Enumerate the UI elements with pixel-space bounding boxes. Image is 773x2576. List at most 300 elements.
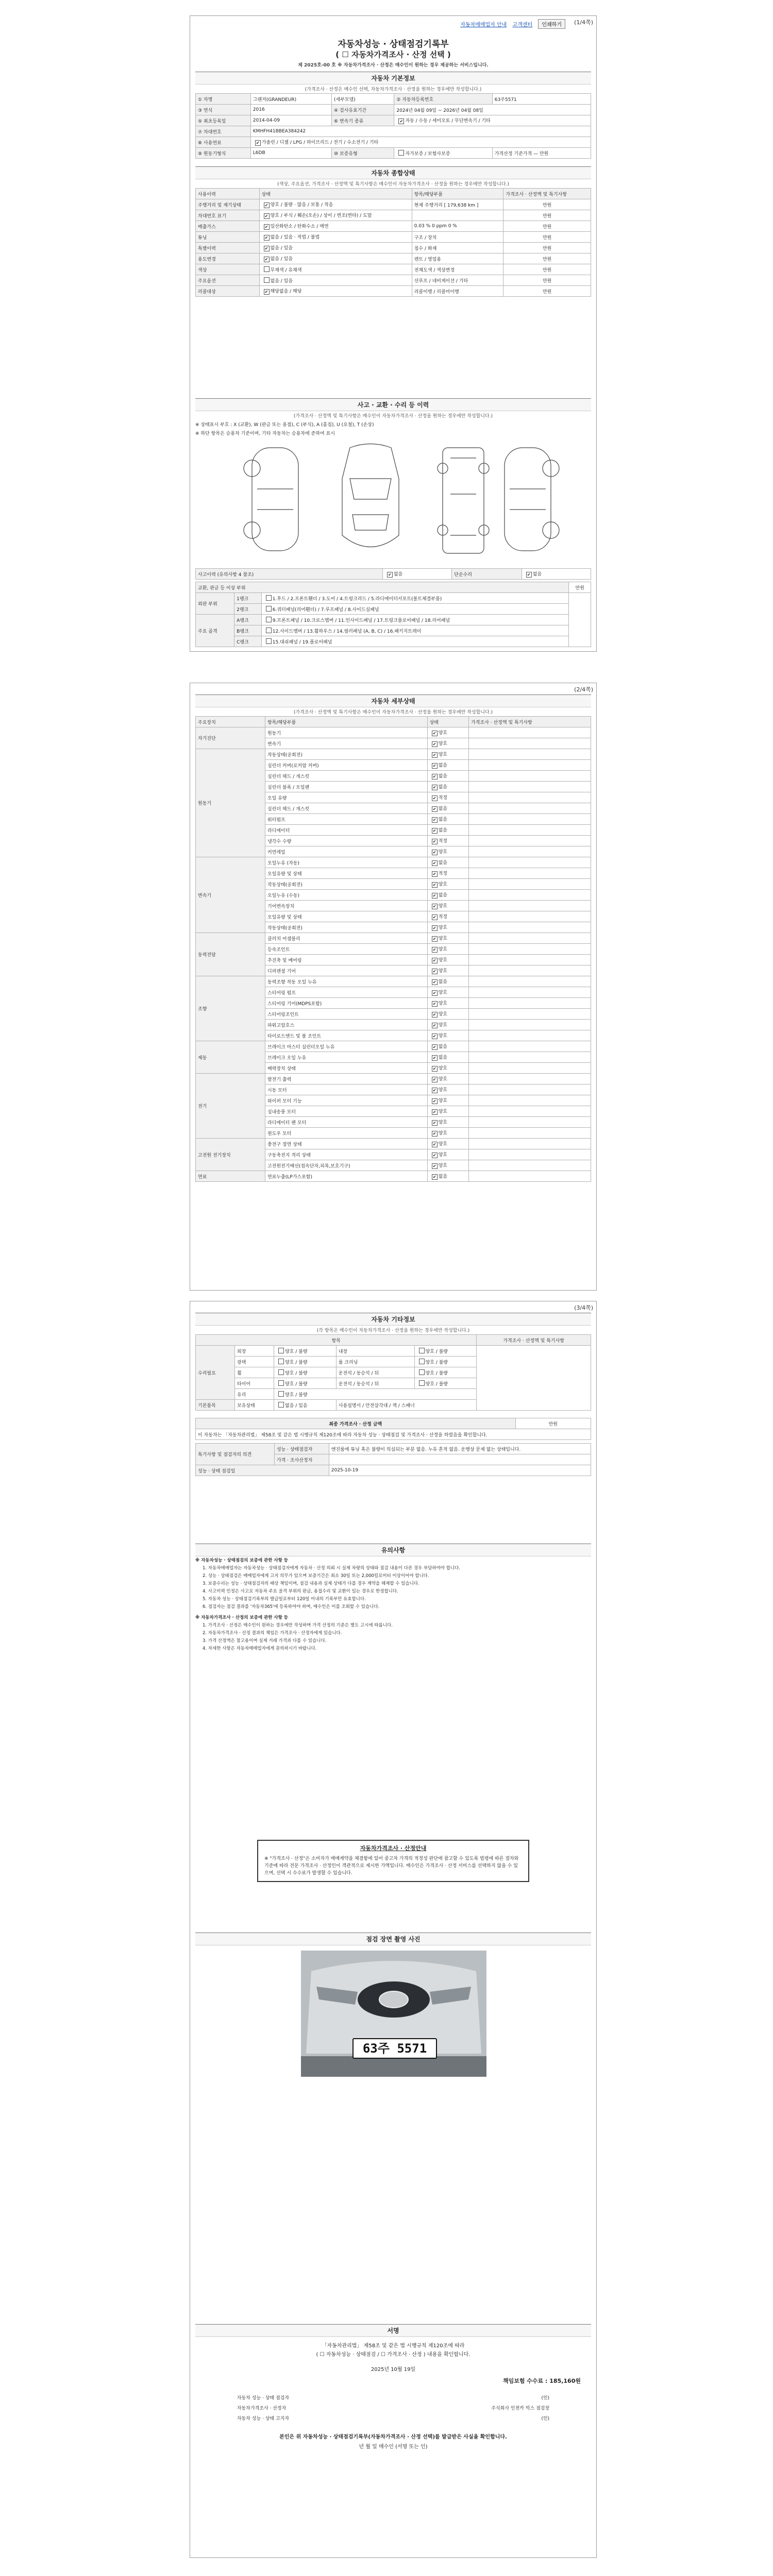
column-header: 가격조사 · 산정액 및 특기사항 xyxy=(469,717,591,727)
table-row xyxy=(196,210,591,221)
row-state xyxy=(259,232,412,243)
checkbox-icon[interactable] xyxy=(432,958,438,963)
basic-info-header: 자동차 기본정보 xyxy=(195,72,591,84)
row-detail: 0.03 % 0 ppm 0 % xyxy=(412,221,503,232)
signatory-label: 자동차 성능 · 상태 점검자 xyxy=(237,2395,290,2401)
part-state-text: 양호 xyxy=(438,947,447,952)
column-header: 상태 xyxy=(259,189,412,199)
checkbox-icon[interactable] xyxy=(432,1120,438,1126)
row-price: 만원 xyxy=(503,286,591,297)
part-state xyxy=(427,890,469,901)
device-group-label: 연료 xyxy=(196,1171,265,1182)
fuel-options: 가솔린 / 디젤 / LPG / 하이브리드 / 전기 / 수소전기 / 기타 xyxy=(261,140,379,145)
checkbox-icon[interactable] xyxy=(432,925,438,931)
part-state-text: 없음 xyxy=(438,785,447,790)
row-state xyxy=(274,1346,337,1357)
part-state-text: 양호 xyxy=(438,1109,447,1114)
part-price xyxy=(469,814,591,825)
year-value: 2016 xyxy=(250,105,331,115)
row-detail: 전체도색 / 색상변경 xyxy=(412,264,503,275)
rank-label: 2랭크 xyxy=(234,604,262,615)
part-state-text: 양호 xyxy=(438,1131,447,1136)
part-label: 변속기 xyxy=(265,738,427,749)
checkbox-icon[interactable] xyxy=(387,572,393,578)
part-state-text: 양호 xyxy=(438,1001,447,1006)
detail-section xyxy=(195,694,591,1182)
row-item: 유리 xyxy=(235,1389,274,1400)
row-state-text: 양호 / 불량 xyxy=(285,1349,308,1354)
part-state xyxy=(427,987,469,998)
checkbox-icon[interactable] xyxy=(264,289,270,295)
part-price xyxy=(469,1084,591,1095)
table-row xyxy=(196,275,591,286)
row-state xyxy=(259,199,412,210)
checkbox-icon[interactable] xyxy=(266,638,272,644)
row-state-text: 양호 / 불량 · 많음 / 보통 / 적음 xyxy=(270,202,333,208)
note-item: 2. 자동차가격조사 · 산정 결과의 책임은 가격조사 · 산정자에게 있습니다. xyxy=(203,1631,342,1636)
part-state xyxy=(427,846,469,857)
checkbox-icon[interactable] xyxy=(432,1044,438,1050)
overall-state-header: 자동차 종합상태 xyxy=(195,166,591,179)
plate-value: 63주5571 xyxy=(492,94,591,105)
simple-repair-text: 없음 xyxy=(532,572,542,577)
row-state-text: 양호 / 불량 xyxy=(285,1381,308,1387)
checkbox-icon[interactable] xyxy=(278,1391,284,1397)
checkbox-icon[interactable] xyxy=(432,1088,438,1093)
first-reg-label: ⑤ 최초등록일 xyxy=(196,115,251,126)
page-1 xyxy=(190,15,597,652)
part-state-text: 적정 xyxy=(438,795,447,801)
checkbox-icon[interactable] xyxy=(278,1348,284,1353)
checkbox-icon[interactable] xyxy=(432,850,438,855)
checkbox-icon[interactable] xyxy=(432,1131,438,1137)
row-item: 사용설명서 / 안전삼각대 / 잭 / 스패너 xyxy=(336,1400,477,1411)
main-frame-label: 주요 골격 xyxy=(196,615,234,647)
part-label: 오일 유량 xyxy=(265,792,427,803)
rank-items-text: 15.대쉬패널 / 19.플로어패널 xyxy=(272,639,332,645)
table-row xyxy=(196,933,591,944)
accident-history-value xyxy=(382,569,451,580)
checkbox-icon[interactable] xyxy=(266,606,272,612)
checkbox-icon[interactable] xyxy=(432,785,438,790)
part-price xyxy=(469,868,591,879)
checkbox-icon[interactable] xyxy=(432,1077,438,1082)
part-state-text: 없음 xyxy=(438,774,447,779)
checkbox-icon[interactable] xyxy=(278,1380,284,1386)
part-state-text: 양호 xyxy=(438,882,447,887)
part-label: 작동상태(공회전) xyxy=(265,922,427,933)
overall-state-table xyxy=(195,188,591,297)
table-row xyxy=(196,264,591,275)
table-row xyxy=(196,94,591,105)
checkbox-icon[interactable] xyxy=(432,1153,438,1158)
checkbox-icon[interactable] xyxy=(432,1033,438,1039)
part-label: 작동상태(공회전) xyxy=(265,749,427,760)
part-state xyxy=(427,727,469,738)
table-row xyxy=(235,2392,551,2402)
row-label: 주행거리 및 계기상태 xyxy=(196,199,260,210)
part-price xyxy=(469,803,591,814)
part-state-text: 양호 xyxy=(438,850,447,855)
rank-items xyxy=(261,604,569,615)
table-row xyxy=(196,625,591,636)
rank-items-text: 9.프론트패널 / 10.크로스멤버 / 11.인사이드패널 / 17.트렁크플로어패널 / 18.리어패널 xyxy=(272,618,450,623)
part-state xyxy=(427,901,469,911)
checkbox-icon[interactable] xyxy=(264,202,270,208)
checkbox-icon[interactable] xyxy=(432,1109,438,1115)
checkbox-icon[interactable] xyxy=(432,860,438,866)
part-state-text: 양호 xyxy=(438,1163,447,1168)
checkbox-icon[interactable] xyxy=(432,979,438,985)
table-row xyxy=(196,243,591,253)
signature-text: 「자동차관리법」 제58조 및 같은 법 시행규칙 제120조에 따라 xyxy=(322,2343,465,2349)
rank-label: A랭크 xyxy=(234,615,262,625)
page-3 xyxy=(190,1301,597,2558)
signatory-seal: (인) xyxy=(541,2395,550,2401)
table-row xyxy=(196,1074,591,1084)
vin-value: KMHFH41BBEA384242 xyxy=(250,126,591,137)
checkbox-icon[interactable] xyxy=(419,1369,425,1375)
warranty-options: 자가보증 / 보험사보증 xyxy=(405,151,450,157)
checkbox-icon[interactable] xyxy=(432,1163,438,1169)
part-state-text: 양호 xyxy=(438,1012,447,1017)
row-label: 배출가스 xyxy=(196,221,260,232)
part-price xyxy=(469,836,591,846)
checkbox-icon[interactable] xyxy=(432,936,438,942)
signature-text: ( ☐ 자동차성능 · 상태점검 / ☐ 가격조사 · 산정 ) 내용을 확인합니다. xyxy=(316,2352,470,2358)
part-state xyxy=(427,1030,469,1041)
checkbox-icon[interactable] xyxy=(264,224,270,230)
row-state-text: 양호 / 부식 / 훼손(오손) / 상이 / 변조(변타) / 도말 xyxy=(270,213,372,218)
car-model-label: (세부모델) xyxy=(331,94,394,105)
license-plate: 63주 5571 xyxy=(352,2038,437,2059)
table-row xyxy=(235,2402,551,2413)
row-state xyxy=(414,1357,477,1367)
inspection-period-value: 2024년 04월 09일 ~ 2026년 04월 08일 xyxy=(394,105,591,115)
table-header-row xyxy=(196,717,591,727)
warranty-value xyxy=(394,148,492,159)
print-button[interactable]: 인쇄하기 xyxy=(538,19,565,29)
special-notes-text: 엔진룸에 튜닝 혹은 불량이 의심되는 부분 없음. 누유 흔적 없음. 운행상 문제 없는 상태입니다. xyxy=(329,1444,591,1454)
part-label: 실린더 블록 / 오일팬 xyxy=(265,782,427,792)
part-label: 발전기 출력 xyxy=(265,1074,427,1084)
document-title: 자동차성능 · 상태점검기록부 xyxy=(338,39,449,49)
special-notes-table xyxy=(195,1443,591,1476)
checkbox-icon[interactable] xyxy=(432,1142,438,1147)
checkbox-icon[interactable] xyxy=(432,839,438,844)
accident-sub: (가격조사 · 산정액 및 특기사항은 매수인이 자동차가격조사 · 산정을 원하는 경우에만 작성합니다.) xyxy=(293,414,493,419)
checkbox-icon[interactable] xyxy=(266,595,272,601)
table-row xyxy=(196,232,591,243)
top-links xyxy=(460,19,565,29)
checkbox-icon[interactable] xyxy=(398,118,404,124)
part-state-text: 적정 xyxy=(438,839,447,844)
checkbox-icon[interactable] xyxy=(432,914,438,920)
row-state xyxy=(259,221,412,232)
part-state xyxy=(427,998,469,1009)
checkbox-icon[interactable] xyxy=(432,741,438,747)
checkbox-icon[interactable] xyxy=(432,893,438,899)
notes-section xyxy=(195,1544,591,1653)
part-price xyxy=(469,890,591,901)
price-notice-title: 자동차가격조사 · 산정안내 xyxy=(360,1845,427,1852)
row-detail xyxy=(412,210,503,221)
part-label: 고전원전기배선(접속단자,피복,보호기구) xyxy=(265,1160,427,1171)
part-state xyxy=(427,1139,469,1149)
note-item: 6. 점검자는 점검 결과를 '자동차365'에 등록하여야 하며, 매수인은 이를 조회할 수 있습니다. xyxy=(203,1604,380,1609)
final-price-unit: 만원 xyxy=(515,1418,591,1429)
table-row xyxy=(196,569,591,580)
simple-repair-value xyxy=(522,569,591,580)
checkbox-icon[interactable] xyxy=(432,871,438,877)
checkbox-icon[interactable] xyxy=(432,1066,438,1072)
engine-type-value: L6DB xyxy=(250,148,331,159)
row-detail: 침수 / 화재 xyxy=(412,243,503,253)
checkbox-icon[interactable] xyxy=(266,617,272,622)
row-state xyxy=(259,286,412,297)
checkbox-icon[interactable] xyxy=(432,947,438,953)
row-item: 광택 xyxy=(235,1357,274,1367)
row-state xyxy=(259,253,412,264)
part-state xyxy=(427,976,469,987)
part-state xyxy=(427,836,469,846)
part-price xyxy=(469,879,591,890)
car-frame-icon xyxy=(438,448,489,553)
part-price xyxy=(469,1063,591,1074)
part-state xyxy=(427,1149,469,1160)
table-header-row xyxy=(196,189,591,199)
part-price xyxy=(469,1149,591,1160)
note-item: 5. 자동차 성능 · 상태점검기록부의 발급일로부터 120일 이내의 기록부만 유효합니다. xyxy=(203,1597,366,1602)
overall-state-sub: (색상, 주요옵션, 가격조사 · 산정액 및 특기사항은 매수인이 자동차가격조사 · 산정을 원하는 경우에만 작성합니다.) xyxy=(277,182,509,187)
basic-info-sub: (가격조사 · 산정은 매수인 선택, 자동차가격조사 · 산정을 원하는 경우에만 작성합니다.) xyxy=(305,87,482,92)
column-header: 사용이력 xyxy=(196,189,260,199)
part-price xyxy=(469,1106,591,1117)
checkbox-icon[interactable] xyxy=(278,1369,284,1375)
row-label: 주요옵션 xyxy=(196,275,260,286)
part-price xyxy=(469,1074,591,1084)
checkbox-icon[interactable] xyxy=(264,266,270,272)
part-label: 클러치 어셈블리 xyxy=(265,933,427,944)
table-row xyxy=(196,1444,591,1454)
part-state xyxy=(427,1009,469,1020)
other-info-section xyxy=(195,1313,591,1476)
row-price: 만원 xyxy=(503,199,591,210)
part-label: 오일유량 및 상태 xyxy=(265,868,427,879)
row-label: 수리필요 xyxy=(196,1346,235,1400)
table-header-row xyxy=(196,1335,591,1346)
table-row xyxy=(196,126,591,137)
checkbox-icon[interactable] xyxy=(432,1174,438,1180)
part-label: 디퍼렌셜 기어 xyxy=(265,965,427,976)
part-state-text: 양호 xyxy=(438,936,447,941)
part-state-text: 양호 xyxy=(438,1098,447,1104)
column-header: 항목/해당부품 xyxy=(265,717,427,727)
checkbox-icon[interactable] xyxy=(278,1359,284,1364)
row-price: 만원 xyxy=(503,210,591,221)
checkbox-icon[interactable] xyxy=(264,246,270,251)
inspection-date-label: 성능 · 상태 점검일 xyxy=(196,1465,329,1476)
fee-label: 책임보험 수수료 : xyxy=(502,2378,548,2384)
part-price xyxy=(469,1117,591,1128)
row-label: 튜닝 xyxy=(196,232,260,243)
checkbox-icon[interactable] xyxy=(432,774,438,779)
checkbox-icon[interactable] xyxy=(432,1012,438,1018)
vin-label: ⑦ 차대번호 xyxy=(196,126,251,137)
car-name-value: 그랜저(GRANDEUR) xyxy=(250,94,331,105)
checkbox-icon[interactable] xyxy=(264,277,270,283)
checkbox-icon[interactable] xyxy=(432,806,438,812)
part-label: 기어변속장치 xyxy=(265,901,427,911)
row-label: 차대번호 표기 xyxy=(196,210,260,221)
checkbox-icon[interactable] xyxy=(419,1380,425,1386)
damage-parts-price: 만원 xyxy=(569,582,591,593)
checkbox-icon[interactable] xyxy=(264,213,270,219)
checkbox-icon[interactable] xyxy=(266,628,272,633)
signatory-label: 자동차 성능 · 상태 고지자 xyxy=(237,2416,290,2421)
table-row xyxy=(196,582,591,593)
part-state xyxy=(427,738,469,749)
checkbox-icon[interactable] xyxy=(255,140,261,146)
simple-repair-label: 단순수리 xyxy=(452,569,522,580)
table-row xyxy=(196,199,591,210)
part-state xyxy=(427,1063,469,1074)
other-info-header: 자동차 기타정보 xyxy=(195,1313,591,1326)
part-state-text: 없음 xyxy=(438,1174,447,1179)
accident-history-text: 없음 xyxy=(393,572,403,577)
part-state-text: 양호 xyxy=(438,969,447,974)
part-state-text: 없음 xyxy=(438,1055,447,1060)
checkbox-icon[interactable] xyxy=(264,235,270,241)
row-state-text: 양호 / 불량 xyxy=(425,1349,448,1354)
transmission-value xyxy=(394,115,591,126)
checkbox-icon[interactable] xyxy=(419,1359,425,1364)
part-price xyxy=(469,727,591,738)
car-side-right-icon xyxy=(505,448,559,551)
document-subtitle[interactable]: ( ☐ 자동차가격조사 · 산정 선택 ) xyxy=(335,50,451,59)
device-group-label: 동력전달 xyxy=(196,933,265,976)
part-price xyxy=(469,771,591,782)
checkbox-icon[interactable] xyxy=(432,882,438,888)
row-state xyxy=(274,1400,337,1411)
part-state-text: 없음 xyxy=(438,893,447,898)
part-state-text: 없음 xyxy=(438,828,447,833)
part-state xyxy=(427,955,469,965)
checkbox-icon[interactable] xyxy=(432,1023,438,1028)
part-state-text: 없음 xyxy=(438,806,447,811)
column-header: 항목 xyxy=(196,1335,477,1346)
checkbox-icon[interactable] xyxy=(432,817,438,823)
part-state xyxy=(427,814,469,825)
table-row xyxy=(196,1465,591,1476)
signature-date: 2025년 10월 19일 xyxy=(371,2367,416,2372)
notes-header: 유의사항 xyxy=(195,1544,591,1556)
table-row xyxy=(196,857,591,868)
row-detail: 구조 / 장치 xyxy=(412,232,503,243)
part-state-text: 양호 xyxy=(438,958,447,963)
checkbox-icon[interactable] xyxy=(432,990,438,996)
row-state-text: 양호 / 불량 xyxy=(285,1392,308,1398)
table-row xyxy=(196,593,591,604)
checkbox-icon[interactable] xyxy=(432,752,438,758)
row-label: 용도변경 xyxy=(196,253,260,264)
customer-center-link[interactable]: 고객센터 xyxy=(512,22,533,28)
rank-items xyxy=(261,636,569,647)
row-state-text: 양호 / 불량 xyxy=(285,1360,308,1365)
dealer-info-link[interactable]: 자동차매매업자 안내 xyxy=(460,22,507,28)
part-state xyxy=(427,749,469,760)
note-item: 1. 가격조사 · 산정은 매수인이 원하는 경우에만 작성하며 가격 산정의 기준은 별도 고시에 따릅니다. xyxy=(203,1623,393,1628)
row-state-text: 없음 / 있음 xyxy=(270,257,293,262)
part-label: 추진축 및 베어링 xyxy=(265,955,427,965)
part-label: 스티어링 기어(MDPS포함) xyxy=(265,998,427,1009)
price-notice-box xyxy=(257,1840,529,1882)
rank-items xyxy=(261,593,569,604)
checkbox-icon[interactable] xyxy=(432,731,438,736)
part-state xyxy=(427,1074,469,1084)
engine-type-label: ⑨ 원동기형식 xyxy=(196,148,251,159)
checkbox-icon[interactable] xyxy=(432,795,438,801)
checkbox-icon[interactable] xyxy=(432,1001,438,1007)
checkbox-icon[interactable] xyxy=(432,1098,438,1104)
inspection-site: 주식회사 인천카 빅스 점검장 xyxy=(491,2405,550,2411)
checkbox-icon[interactable] xyxy=(264,257,270,262)
rank-label: 1랭크 xyxy=(234,593,262,604)
part-state xyxy=(427,1095,469,1106)
part-price xyxy=(469,965,591,976)
table-row xyxy=(196,1346,591,1357)
checkbox-icon[interactable] xyxy=(419,1348,425,1353)
checkbox-icon[interactable] xyxy=(432,828,438,834)
part-label: 원동기 xyxy=(265,727,427,738)
car-top-view-icon xyxy=(342,444,399,547)
rank-items xyxy=(261,625,569,636)
rank-items-text: 1.후드 / 2.프론트휀더 / 3.도어 / 4.트렁크리드 / 5.라디에이터서포트(볼트체결부품) xyxy=(272,596,442,602)
page-number: (3/4쪽) xyxy=(574,1304,593,1311)
checkbox-icon[interactable] xyxy=(432,763,438,769)
part-state-text: 양호 xyxy=(438,1033,447,1039)
checkbox-icon[interactable] xyxy=(432,969,438,974)
row-state xyxy=(274,1357,337,1367)
row-price xyxy=(477,1346,591,1411)
part-state xyxy=(427,1052,469,1063)
row-state xyxy=(259,275,412,286)
part-state-text: 없음 xyxy=(438,763,447,768)
note-item: 4. 자세한 사항은 자동차매매업자에게 문의하시기 바랍니다. xyxy=(203,1646,317,1651)
part-state-text: 적정 xyxy=(438,871,447,876)
row-state-text: 양호 / 불량 xyxy=(425,1370,448,1376)
part-state xyxy=(427,1171,469,1182)
part-state xyxy=(427,879,469,890)
checkbox-icon[interactable] xyxy=(398,150,404,156)
table-row xyxy=(196,749,591,760)
row-state xyxy=(259,243,412,253)
part-state-text: 적정 xyxy=(438,914,447,920)
row-item: 휠 xyxy=(235,1367,274,1378)
checkbox-icon[interactable] xyxy=(432,1055,438,1061)
overall-state-section xyxy=(195,166,591,297)
part-price xyxy=(469,1128,591,1139)
checkbox-icon[interactable] xyxy=(526,572,532,578)
row-item: 운전석 / 동승석 / 뒤 xyxy=(336,1367,414,1378)
fee-line xyxy=(195,2377,591,2385)
checkbox-icon[interactable] xyxy=(432,904,438,909)
part-state-text: 양호 xyxy=(438,752,447,757)
row-state-text: 양호 / 불량 xyxy=(425,1381,448,1387)
column-header: 가격조사 · 산정액 및 특기사항 xyxy=(477,1335,591,1346)
part-label: 스티어링 펌프 xyxy=(265,987,427,998)
checkbox-icon[interactable] xyxy=(278,1402,284,1408)
